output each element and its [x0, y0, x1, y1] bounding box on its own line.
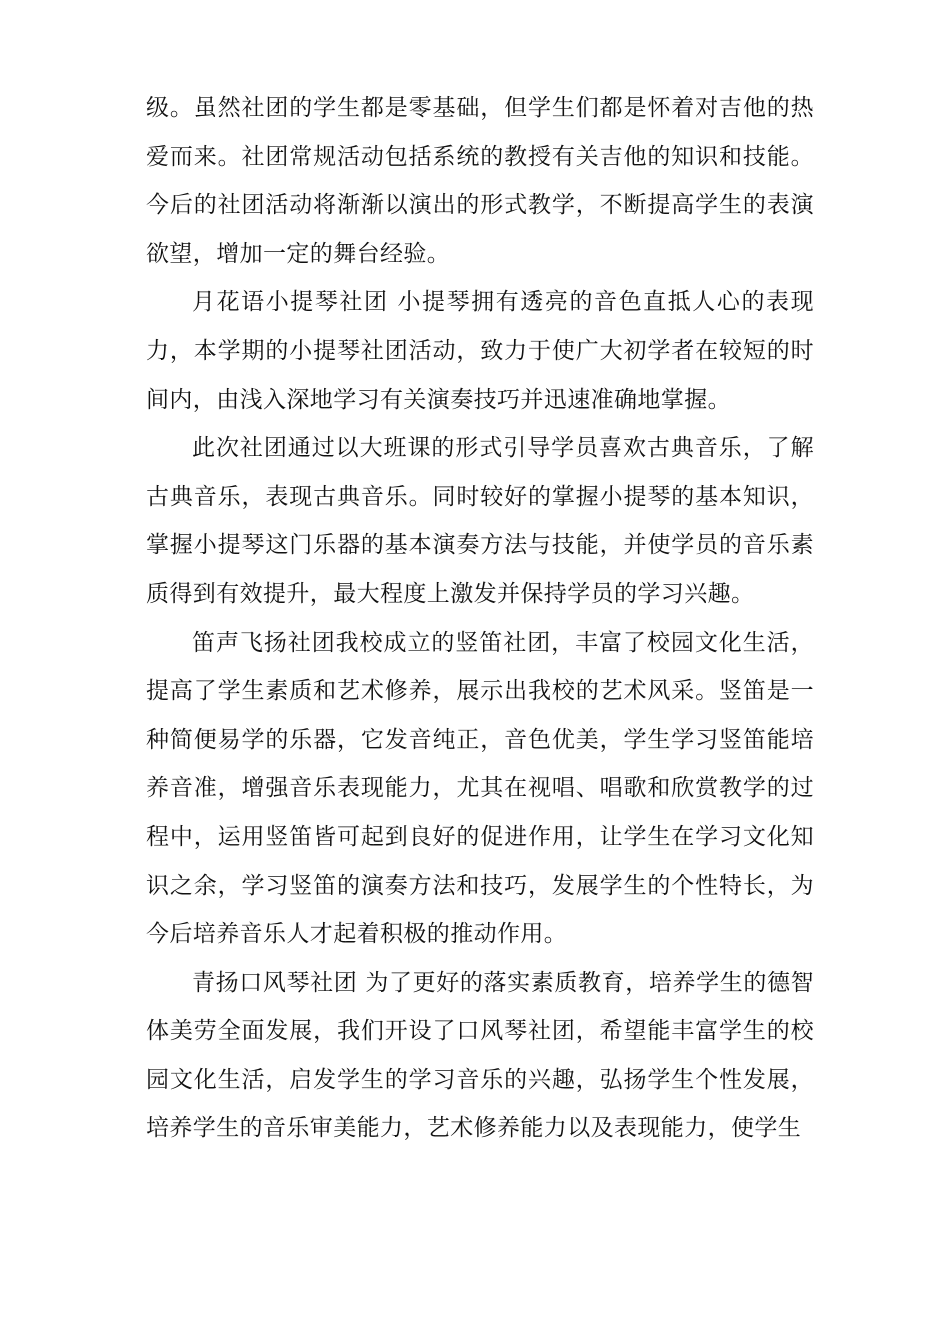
- document-page: [146, 84, 814, 1153]
- paragraph-violin-goals: 此次社团通过以大班课的形式引导学员喜欢古典音乐，了解古典音乐，表现古典音乐。同时较好的掌握小提琴的基本知识，掌握小提琴这门乐器的基本演奏方法与技能，并使学员的音乐素质得到有效提升，最大程度上激发并保持学员的学习兴趣。: [146, 435, 814, 607]
- paragraph-recorder-club: 笛声飞扬社团我校成立的竖笛社团，丰富了校园文化生活，提高了学生素质和艺术修养，展示出我校的艺术风采。竖笛是一种简便易学的乐器，它发音纯正，音色优美，学生学习竖笛能培养音准，增强音乐表现能力，尤其在视唱、唱歌和欣赏教学的过程中，运用竖笛皆可起到良好的促进作用，让学生在学习文化知识之余，学习竖笛的演奏方法和技巧，发展学生的个性特长，为今后培养音乐人才起着积极的推动作用。: [146, 629, 814, 948]
- paragraph-guitar-continued: 级。虽然社团的学生都是零基础，但学生们都是怀着对吉他的热爱而来。社团常规活动包括系统的教授有关吉他的知识和技能。今后的社团活动将渐渐以演出的形式教学，不断提高学生的表演欲望，增加一定的舞台经验。: [146, 95, 814, 267]
- paragraph-violin-club: 月花语小提琴社团 小提琴拥有透亮的音色直抵人心的表现力，本学期的小提琴社团活动，致力于使广大初学者在较短的时间内，由浅入深地学习有关演奏技巧并迅速准确地掌握。: [146, 289, 814, 413]
- paragraph-melodica-club: 青扬口风琴社团 为了更好的落实素质教育，培养学生的德智体美劳全面发展，我们开设了口风琴社团，希望能丰富学生的校园文化生活，启发学生的学习音乐的兴趣，弘扬学生个性发展，培养学生的音乐审美能力，艺术修养能力以及表现能力，使学生: [146, 969, 814, 1142]
